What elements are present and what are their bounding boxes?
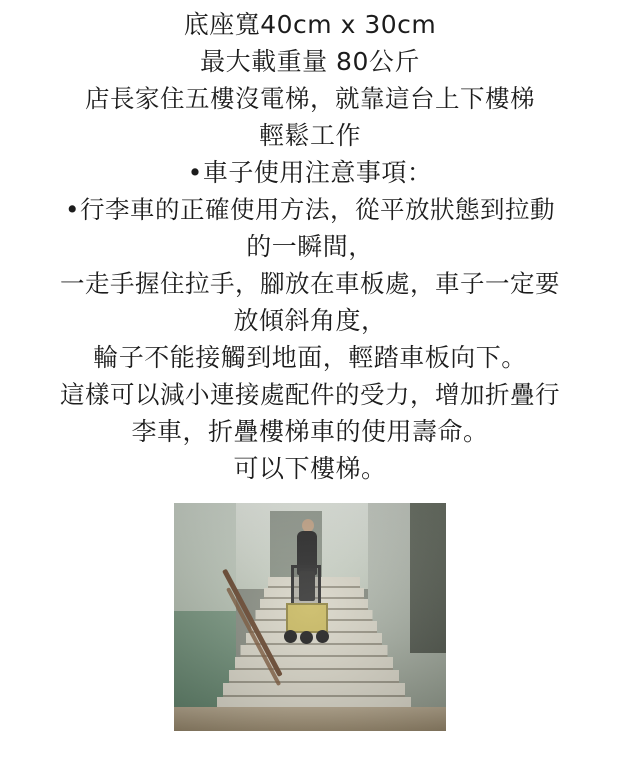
- photo-floor: [174, 707, 446, 731]
- description-line: 底座寬40cm x 30cm: [183, 10, 437, 39]
- description-line: 店長家住五樓沒電梯，就靠這台上下樓梯: [85, 84, 535, 113]
- description-line: 輕鬆工作: [258, 121, 361, 150]
- stairway-cart-photo: [174, 503, 446, 731]
- photo-cart-wheels: [284, 630, 330, 644]
- description-line: 放傾斜角度，: [233, 306, 387, 335]
- description-line: 一走手握住拉手，腳放在車板處，車子一定要: [60, 269, 560, 298]
- description-line: 最大載重量 80公斤: [200, 47, 420, 76]
- photo-right-wall-shadow: [410, 503, 446, 653]
- description-line: •車子使用注意事項：: [187, 158, 433, 187]
- description-line: 李車，折疊樓梯車的使用壽命。: [131, 417, 489, 446]
- description-line: 的一瞬間，: [246, 232, 374, 261]
- product-photo-container: [0, 503, 620, 731]
- photo-cart-platform: [286, 603, 328, 633]
- description-line: 輪子不能接觸到地面，輕踏車板向下。: [93, 343, 527, 372]
- description-line: 這樣可以減小連接處配件的受力，增加折疊行: [60, 380, 560, 409]
- description-line: •行李車的正確使用方法，從平放狀態到拉動: [65, 195, 555, 224]
- description-line: 可以下樓梯。: [233, 454, 387, 483]
